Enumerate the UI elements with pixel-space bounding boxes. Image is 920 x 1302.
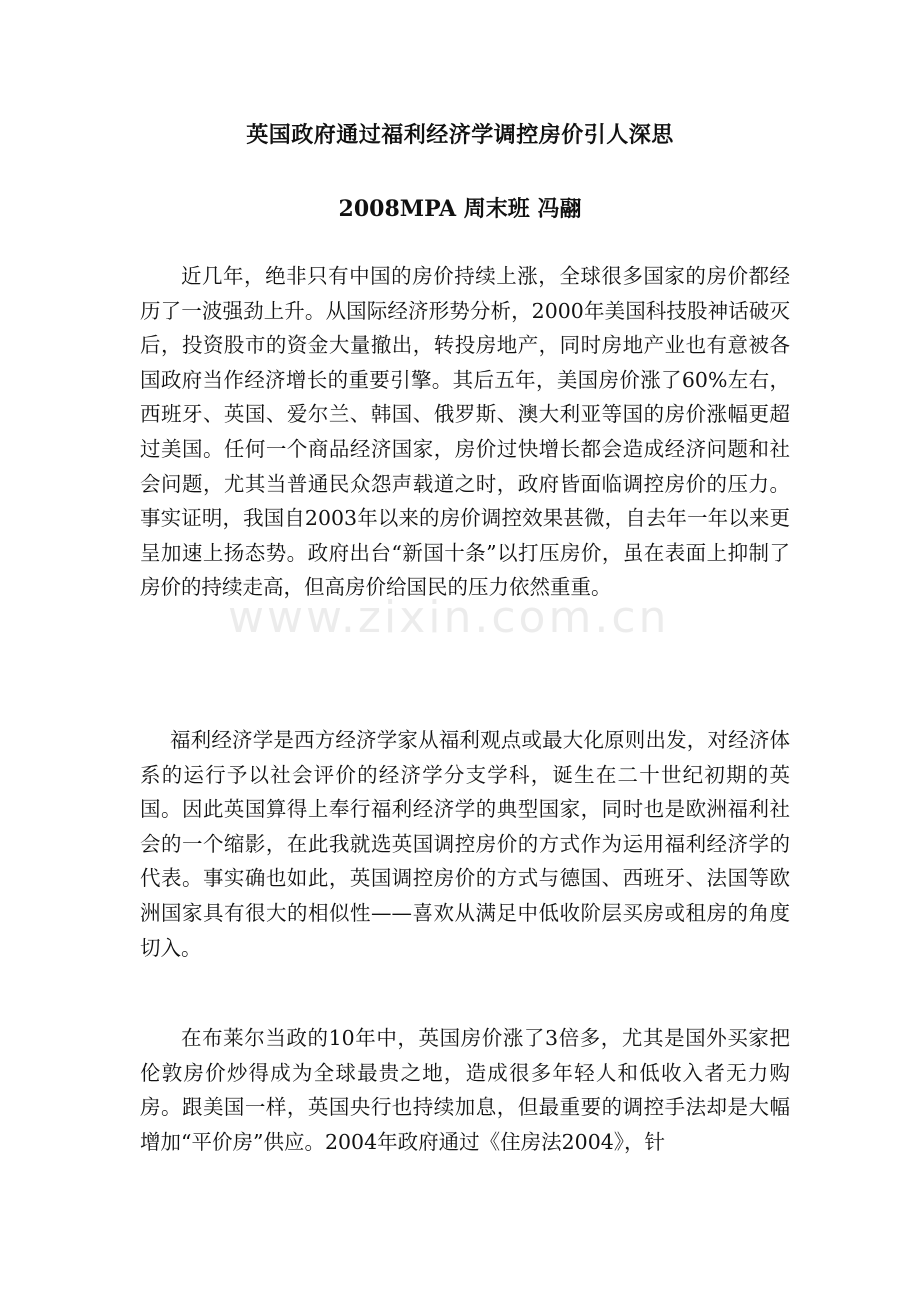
document-title: 英国政府通过福利经济学调控房价引人深思 (246, 122, 674, 148)
paragraph-3: 在布莱尔当政的10年中，英国房价涨了3倍多，尤其是国外买家把伦敦房价炒得成为全球最贵之地，造成很多年轻人和低收入者无力购房。跟美国一样，英国央行也持续加息，但最重要的调控手法却是大幅增加“平价房”供应。2004年政府通过《住房法2004》，针 (140, 1026, 790, 1154)
watermark: www.zixin.com.cn (228, 592, 670, 643)
document-author: 2008MPA 周末班 冯翮 (338, 196, 582, 222)
paragraph-1: 近几年，绝非只有中国的房价持续上涨，全球很多国家的房价都经历了一波强劲上升。从国际经济形势分析，2000年美国科技股神话破灭后，投资股市的资金大量撤出，转投房地产，同时房地产业也有意被各国政府当作经济增长的重要引擎。其后五年，美国房价涨了60%左右，西班牙、英国、爱尔兰、韩国、俄罗斯、澳大利亚等国的房价涨幅更超过美国。任何一个商品经济国家，房价过快增长都会造成经济问题和社会问题，尤其当普通民众怨声载道之时，政府皆面临调控房价的压力。事实证明，我国自2003年以来的房价调控效果甚微，自去年一年以来更呈加速上扬态势。政府出台“新国十条”以打压房价，虽在表面上抑制了房价的持续走高，但高房价给国民的压力依然重重。 (140, 264, 790, 600)
paragraph-2: 福利经济学是西方经济学家从福利观点或最大化原则出发，对经济体系的运行予以社会评价的经济学分支学科，诞生在二十世纪初期的英国。因此英国算得上奉行福利经济学的典型国家，同时也是欧洲福利社会的一个缩影，在此我就选英国调控房价的方式作为运用福利经济学的代表。事实确也如此，英国调控房价的方式与德国、西班牙、法国等欧洲国家具有很大的相似性——喜欢从满足中低收阶层买房或租房的角度切入。 (140, 728, 790, 960)
